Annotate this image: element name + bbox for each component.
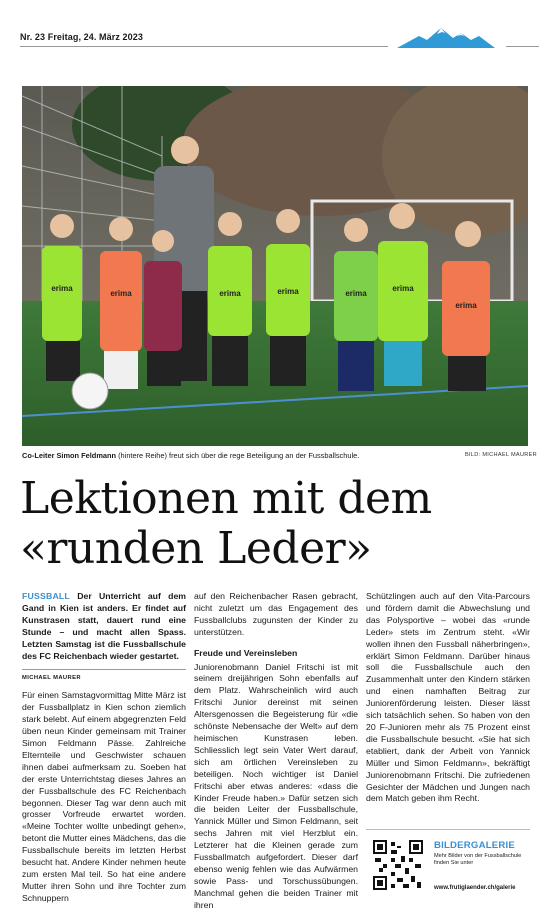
team-photo-illustration [22,86,528,446]
gallery-title: BILDERGALERIE [434,840,515,851]
photo-caption [22,451,442,460]
article-column-3 [366,591,530,805]
bib-text: erima [277,287,299,296]
paragraph: Schützlingen auch auf den Vita-Parcours und fördern damit die Abwechslung und das Polysportive – wobei das «runde Leder» stets im Zentrum steht. «Wir wollen ihnen den Fussball näherbringen», erklärt Simon Feldmann. Darüber hinaus soll die Fussballschule auch den Zusammenhalt unter den Kindern stärken und einen namhaften Beitrag zur Juniorenförderung leisten. Dieser lässt sich tatsächlich sehen. So haben von den 20 F-Junioren mehr als 75 Prozent einst die Fussballschule besucht. «Sie hat sich etabliert, dank der Arbeit von Yannick Müller und Simon Feldmann», bekräftigt Juniorenobmann Fritschi. Die zufriedenen Gesichter der Mädchen und Jungen nach dem Match geben ihm Recht. [366,591,530,804]
paragraph: Juniorenobmann Daniel Fritschi ist mit seinem dreijährigen Sohn ebenfalls auf dem Platz. Wahrscheinlich wird auch Fritschi Junior dereinst mit seinen Altersgenossen die Begeisterung für «die schönste Nebensache der Welt» auf dem heimischen Kunstrasen leben. Schliesslich legt sein Vater Wert darauf, sich am örtlichen Vereinsleben zu beteiligen. Noch wichtiger ist Daniel Fritschi aber etwas anderes: «dass die Kinder Freude haben.» Dafür setzen sich die beiden Leiter der Fussballschule, Yannick Müller und Simon Feldmann, seit sechs Jahren mit viel Herzblut ein. Letzterer hat die Kleinen gerade zum Fussballmatch aufgefordert. Dieser darf ebenso wenig fehlen wie das Aufwärmen sowie Pass- und Torschussübungen. Manchmal gehen die beiden Trainer mit ihren [194,661,358,910]
article-column-1 [22,591,186,905]
bib-text: erima [392,284,414,293]
gallery-rule [366,829,530,830]
headline-line-2: «runden Leder» [20,523,372,574]
article-column-2 [194,591,358,912]
lead-text: Der Unterricht auf dem Gand in Kien ist anders. Er findet auf Kunstrasen statt, dauert rund eine Stunde – und macht allen Spass. Letzten Samstag ist die Fussballschule des FC Reichenbach wieder gestartet. [22,591,186,661]
bib-text: erima [51,284,73,293]
header-rule-right [506,46,539,47]
bib-text: erima [345,289,367,298]
paragraph: Für einen Samstagvormittag Mitte März ist der Fussballplatz in Kien schon ziemlich stark belebt. Auf einem abgegrenzten Feld üben neun Kinder gemeinsam mit Trainer Simon Feldmann Pässe. Zahlreiche Elternteile und Geschwister schauen ihnen dabei aufmerksam zu. Soeben hat der erste Unterrichtstag dieses Jahres an der Fussballschule des FC Reichenbach begonnen. Dieser Tag war denn auch mit grosser Vorfreude erwartet worden. «Meine Tochter wollte unbedingt gehen», betont die Mutter eines Mädchens, das die Fussballschule bereits im letzten Herbst besucht hat. Andere Kinder nehmen heute zum ersten Mal teil. So hat eine andere Mutter ihren Sohn und ihre Tochter zum Schnuppern [22,690,186,903]
article-lead [22,591,186,662]
subheading: Freude und Vereinsleben [194,647,298,658]
header-rule [20,46,388,47]
caption-name: Co-Leiter Simon Feldmann [22,451,117,460]
author-byline: MICHAEL MAURER [22,669,186,685]
issue-date: Freitag, 24. März 2023 [47,32,143,42]
gallery-text: Mehr Bilder von der Fussballschule finden Sie unter [434,853,522,866]
qr-code-icon[interactable] [373,840,423,890]
page-header [20,32,143,42]
caption-text: (hintere Reihe) freut sich über die rege Beteiligung an der Fussballschule. [116,451,360,460]
photo-credit: BILD: MICHAEL MAURER [465,452,537,458]
gallery-link[interactable]: www.frutiglaender.ch/galerie [434,885,516,891]
bib-text: erima [219,289,241,298]
headline-line-1: Lektionen mit dem [20,473,432,524]
article-photo [22,86,528,446]
paragraph: auf den Reichenbacher Rasen gebracht, nicht zuletzt um das Engagement des Fussballclubs zugunsten der Kinder zu unterstützen. [194,591,358,637]
issue-number: Nr. 23 [20,32,46,42]
bib-text: erima [110,289,132,298]
article-headline [20,474,525,574]
mountain-logo-icon [397,24,495,50]
kicker: FUSSBALL [22,591,70,601]
bib-text: erima [455,301,477,310]
